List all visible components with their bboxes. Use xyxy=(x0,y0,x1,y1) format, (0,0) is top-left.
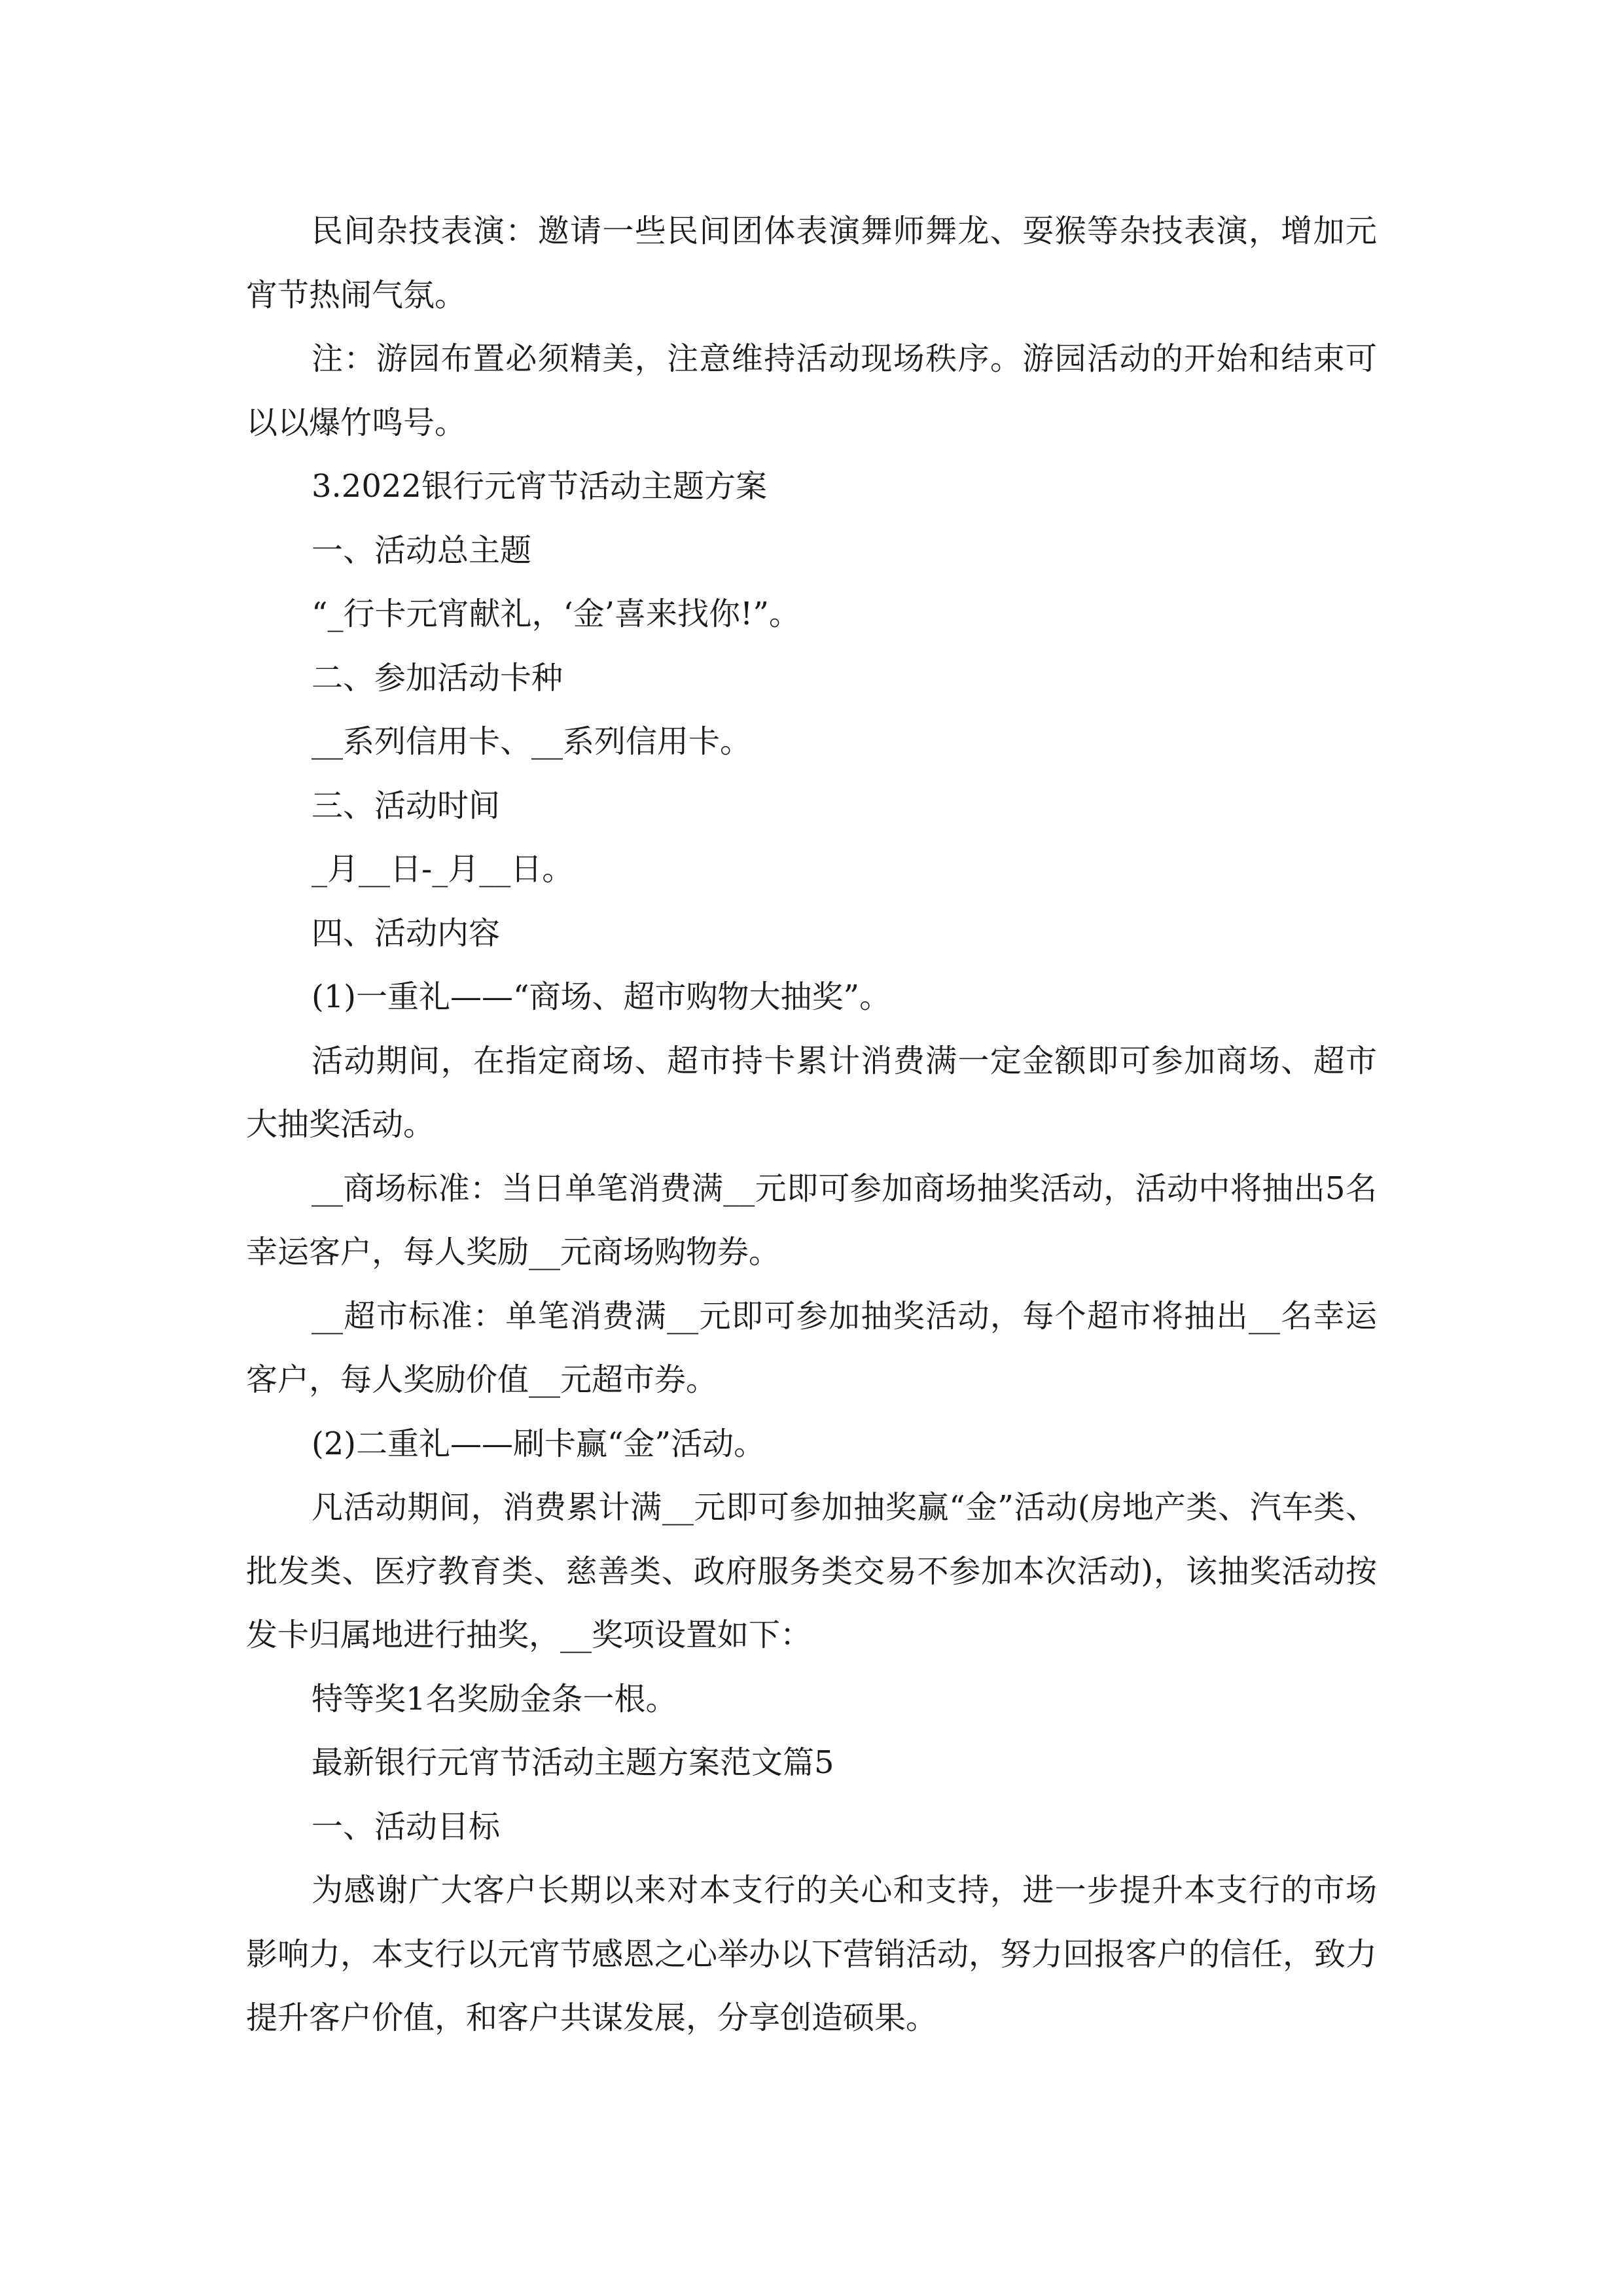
paragraph: (2)二重礼——刷卡赢“金”活动。 xyxy=(312,1425,766,1462)
paragraph: “_行卡元宵献礼，‘金’喜来找你!”。 xyxy=(312,596,800,632)
section-heading: 二、参加活动卡种 xyxy=(312,659,563,696)
section-heading: 最新银行元宵节活动主题方案范文篇5 xyxy=(312,1744,834,1781)
section-heading: 3.2022银行元宵节活动主题方案 xyxy=(312,468,767,505)
paragraph: (1)一重礼——“商场、超市购物大抽奖”。 xyxy=(312,978,891,1015)
paragraph: 民间杂技表演：邀请一些民间团体表演舞师舞龙、耍猴等杂技表演，增加元宵节热闹气氛。 xyxy=(246,213,1377,314)
section-heading: 四、活动内容 xyxy=(312,914,501,952)
paragraph: 活动期间，在指定商场、超市持卡累计消费满一定金额即可参加商场、超市大抽奖活动。 xyxy=(246,1042,1377,1143)
paragraph: __超市标准：单笔消费满__元即可参加抽奖活动，每个超市将抽出__名幸运客户，每人奖励价值__元超市券。 xyxy=(246,1297,1377,1398)
paragraph: _月__日-_月__日。 xyxy=(312,851,574,888)
document-body xyxy=(246,200,1377,2051)
paragraph: __系列信用卡、__系列信用卡。 xyxy=(312,723,752,760)
paragraph: 特等奖1名奖励金条一根。 xyxy=(312,1680,677,1717)
section-heading: 一、活动目标 xyxy=(312,1808,501,1845)
paragraph: 凡活动期间，消费累计满__元即可参加抽奖赢“金”活动(房地产类、汽车类、批发类、医疗教育类、慈善类、政府服务类交易不参加本次活动)，该抽奖活动按发卡归属地进行抽奖，__奖项设置如下： xyxy=(246,1489,1377,1653)
section-heading: 一、活动总主题 xyxy=(312,531,532,569)
paragraph: 为感谢广大客户长期以来对本支行的关心和支持，进一步提升本支行的市场影响力，本支行以元宵节感恩之心举办以下营销活动，努力回报客户的信任，致力提升客户价值，和客户共谋发展，分享创造硕果。 xyxy=(246,1872,1378,2036)
section-heading: 三、活动时间 xyxy=(312,787,501,824)
paragraph: __商场标准：当日单笔消费满__元即可参加商场抽奖活动，活动中将抽出5名幸运客户，每人奖励__元商场购物券。 xyxy=(246,1170,1377,1270)
paragraph: 注：游园布置必须精美，注意维持活动现场秩序。游园活动的开始和结束可以以爆竹鸣号。 xyxy=(246,340,1377,441)
